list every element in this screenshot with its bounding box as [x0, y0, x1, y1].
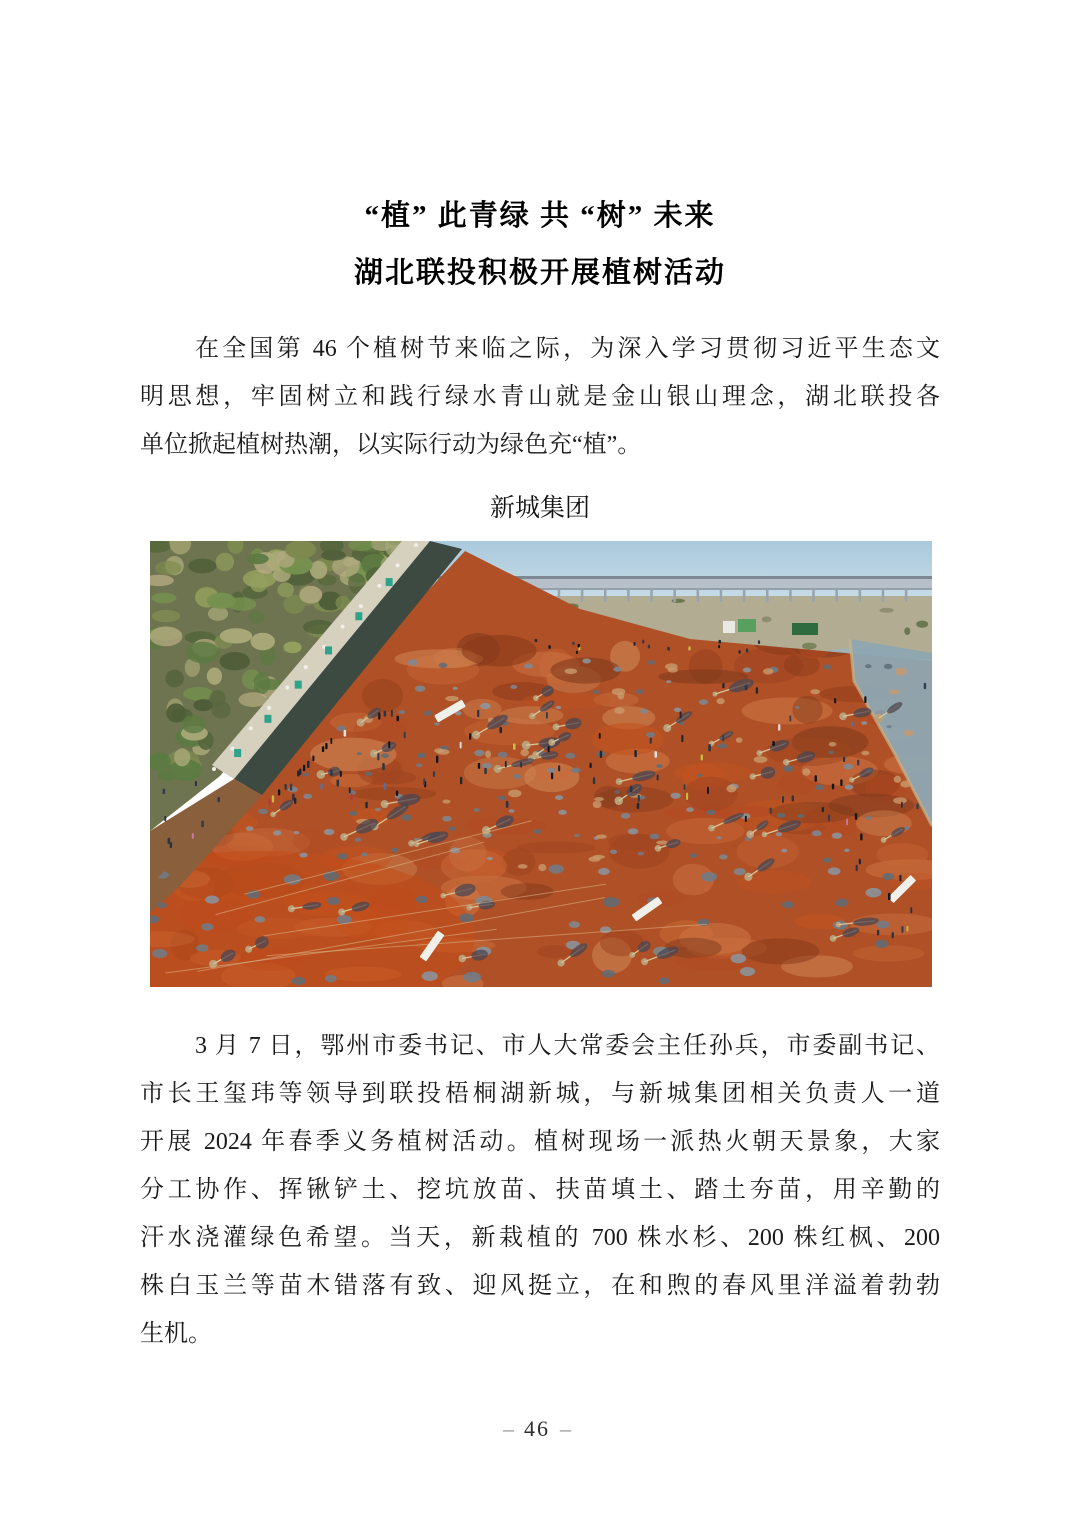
title-line-1: “植” 此青绿 共 “树” 未来 — [364, 200, 716, 232]
tree-planting-photo — [150, 541, 932, 987]
text-line: 株白玉兰等苗木错落有致、迎风挺立，在和煦的春风里洋溢着勃勃 — [140, 1273, 940, 1299]
photo-road-sign — [295, 681, 302, 689]
footer-dash-left: – — [503, 1416, 514, 1441]
text-line: 分工协作、挥锹铲土、挖坑放苗、扶苗填土、踏土夯苗，用辛勤的 — [140, 1177, 940, 1203]
photo-road-sign — [264, 715, 271, 723]
paragraph-event-details — [140, 1022, 940, 1358]
text-line: 生机。 — [140, 1321, 212, 1347]
text-line: 在全国第 46 个植树节来临之际，为深入学习贯彻习近平生态文 — [195, 336, 940, 362]
photo-white-hut — [723, 621, 735, 633]
page-number: 46 — [524, 1416, 550, 1441]
text-line: 单位掀起植树热潮，以实际行动为绿色充“植”。 — [140, 432, 642, 458]
page-footer — [0, 1412, 1074, 1446]
text-line: 明思想，牢固树立和践行绿水青山就是金山银山理念，湖北联投各 — [140, 384, 940, 410]
photo-road-sign — [355, 612, 362, 620]
paragraph-intro — [140, 325, 940, 469]
tree-planting-photo-canvas — [150, 541, 932, 987]
text-line: 汗水浇灌绿色希望。当天，新栽植的 700 株水杉、200 株红枫、200 — [140, 1225, 940, 1251]
text-line: 3 月 7 日，鄂州市委书记、市人大常委会主任孙兵，市委副书记、 — [195, 1033, 940, 1059]
footer-dash-right: – — [560, 1416, 571, 1441]
text-line: 开展 2024 年春季义务植树活动。植树现场一派热火朝天景象，大家 — [140, 1129, 940, 1155]
section-heading: 新城集团 — [489, 495, 590, 522]
title-line-2: 湖北联投积极开展植树活动 — [353, 257, 726, 289]
text-line: 市长王玺玮等领导到联投梧桐湖新城，与新城集团相关负责人一道 — [140, 1081, 940, 1107]
photo-road-sign — [325, 646, 332, 654]
document-title — [140, 188, 940, 302]
photo-road-sign — [234, 749, 241, 757]
photo-road-sign — [386, 578, 393, 586]
